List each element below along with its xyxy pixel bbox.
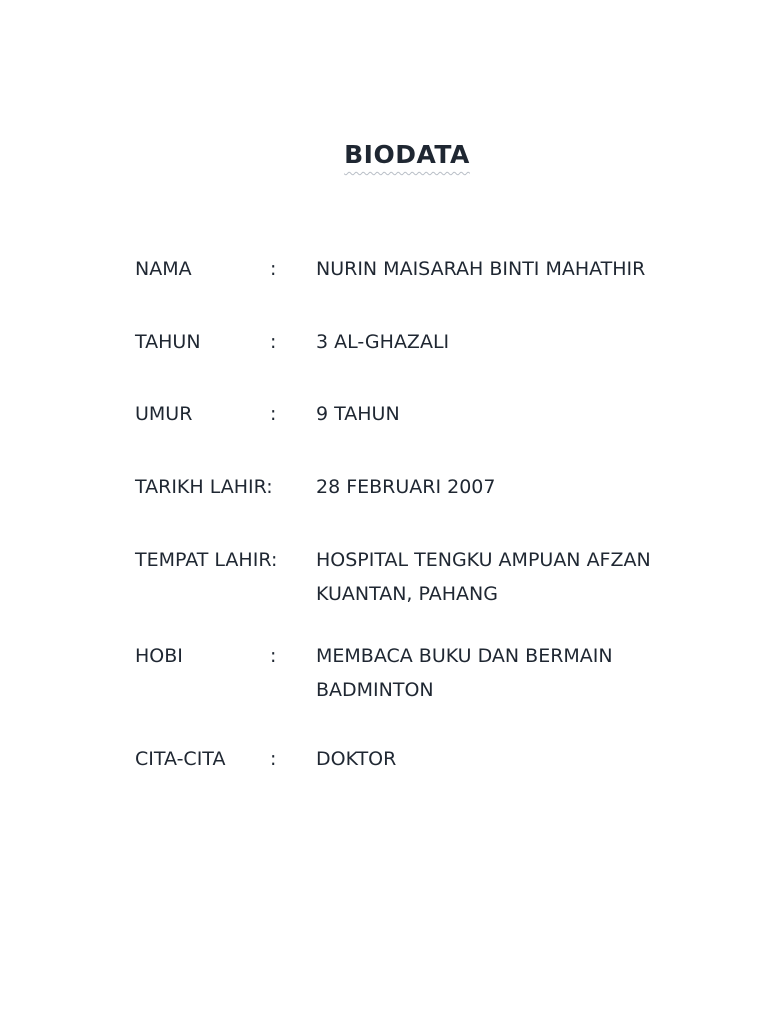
field-colon: : (270, 645, 277, 667)
field-value: 9 TAHUN (316, 403, 400, 425)
field-colon: : (270, 403, 277, 425)
document-title: BIODATA (344, 140, 470, 169)
field-label: NAMA (135, 258, 192, 280)
field-label: TEMPAT LAHIR: (135, 549, 278, 571)
field-label: UMUR (135, 403, 193, 425)
field-value: 3 AL-GHAZALI (316, 331, 450, 353)
field-colon: : (270, 331, 277, 353)
field-label: TARIKH LAHIR: (135, 476, 273, 498)
field-value: HOSPITAL TENGKU AMPUAN AFZAN KUANTAN, PAHANG (316, 549, 651, 605)
field-colon: : (270, 258, 277, 280)
field-label: TAHUN (135, 331, 201, 353)
field-colon: : (270, 748, 277, 770)
field-value: NURIN MAISARAH BINTI MAHATHIR (316, 258, 646, 280)
field-value: DOKTOR (316, 748, 397, 770)
field-value: MEMBACA BUKU DAN BERMAIN BADMINTON (316, 645, 613, 701)
field-label: CITA-CITA (135, 748, 226, 770)
field-value: 28 FEBRUARI 2007 (316, 476, 496, 498)
field-label: HOBI (135, 645, 183, 667)
